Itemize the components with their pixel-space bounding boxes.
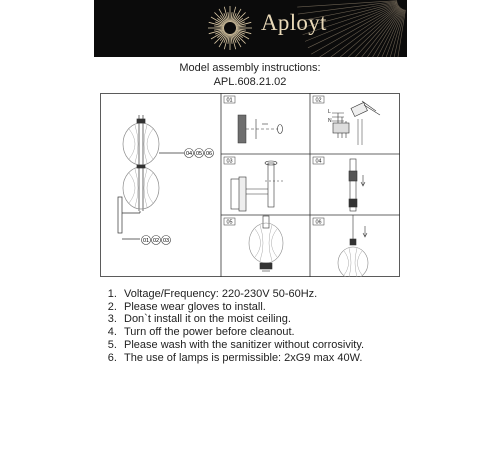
step-03-panel — [224, 157, 283, 211]
list-item: 5. Please wash with the sanitizer without corrosivity. — [120, 339, 364, 352]
step-02-panel — [313, 96, 380, 145]
model-number: APL.608.21.02 — [213, 76, 287, 88]
callout-02: 02 — [152, 238, 160, 244]
assembly-diagram — [100, 93, 400, 277]
step-05-label: 05 — [226, 219, 233, 226]
step-03-label: 03 — [226, 158, 233, 165]
brand-name: Aployt — [261, 10, 327, 35]
step-01-label: 01 — [226, 97, 233, 104]
sunburst-logo-icon — [94, 0, 407, 57]
wire-label-n: N — [328, 118, 332, 124]
callout-06: 06 — [205, 151, 213, 157]
part-callouts-top — [185, 149, 214, 158]
part-callouts-bottom — [142, 236, 171, 245]
list-item: 2. Please wear gloves to install. — [120, 301, 364, 314]
lamp-overview-illustration — [118, 115, 184, 239]
list-item: 3. Don`t install it on the moist ceiling. — [120, 313, 364, 326]
step-06-panel — [313, 215, 368, 277]
list-item: 4. Turn off the power before cleanout. — [120, 326, 364, 339]
wire-label-l: L — [328, 109, 331, 115]
step-04-panel — [313, 157, 365, 211]
step-06-label: 06 — [315, 219, 322, 226]
document-title: Model assembly instructions: — [179, 62, 321, 74]
callout-03: 03 — [162, 238, 170, 244]
instruction-list — [103, 288, 364, 364]
step-04-label: 04 — [315, 158, 322, 165]
header-banner — [94, 0, 407, 57]
step-05-panel — [224, 216, 283, 271]
step-02-label: 02 — [315, 97, 322, 104]
callout-01: 01 — [142, 238, 150, 244]
callout-04: 04 — [185, 151, 193, 157]
step-01-panel — [224, 96, 283, 143]
callout-05: 05 — [195, 151, 203, 157]
list-item: 6. The use of lamps is permissible: 2xG9 max 40W. — [120, 352, 364, 365]
list-item: 1. Voltage/Frequency: 220-230V 50-60Hz. — [120, 288, 364, 301]
